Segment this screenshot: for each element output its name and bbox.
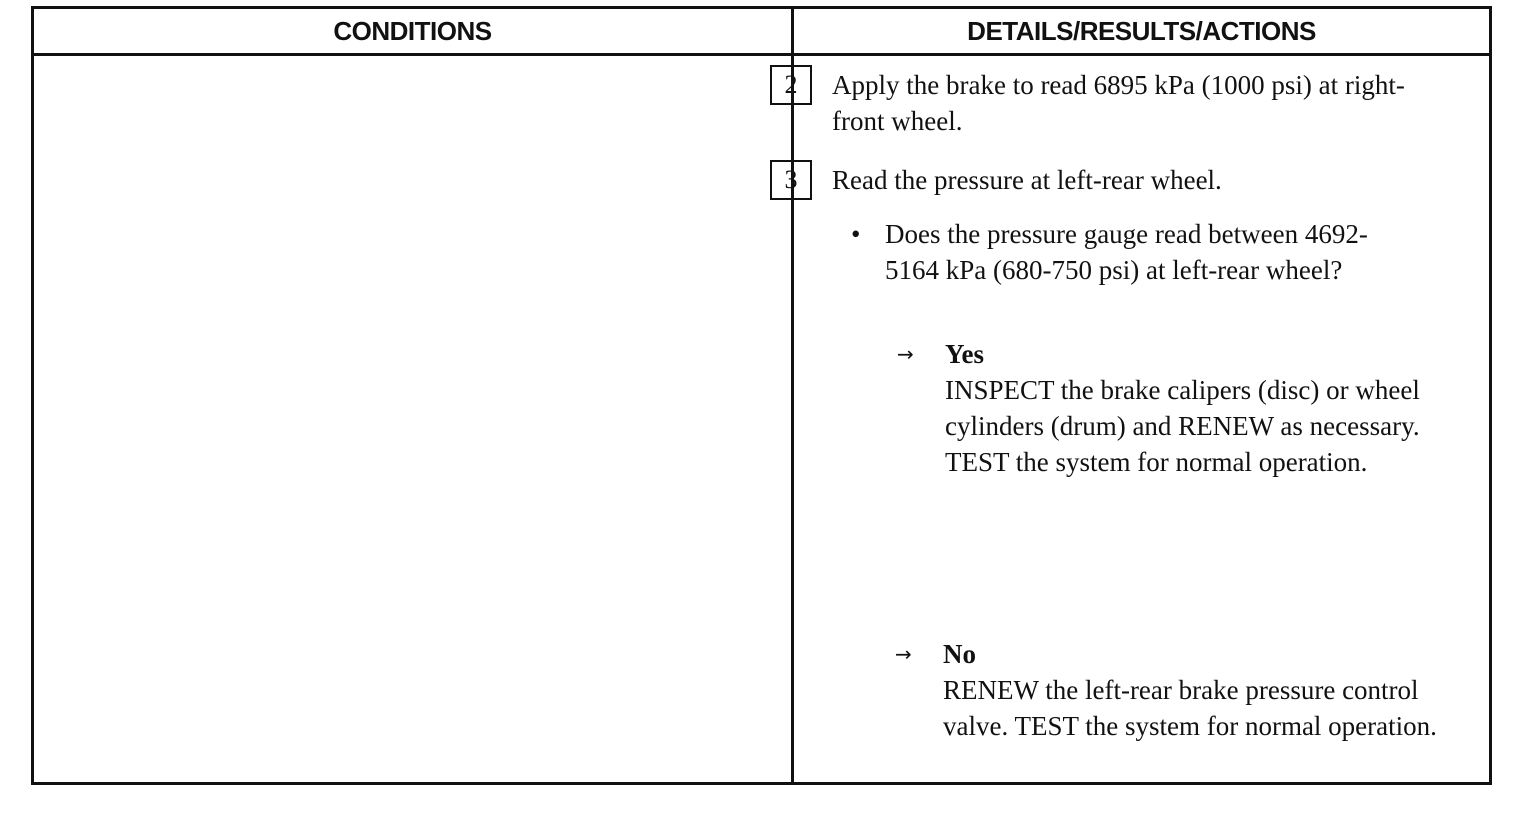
result-yes-text: INSPECT the brake calipers (disc) or wheel cylinders (drum) and RENEW as necessary. TEST the system for normal operation. (945, 375, 1420, 477)
step-text: Apply the brake to read 6895 kPa (1000 psi) at right-front wheel. (832, 70, 1405, 136)
conditions-header: CONDITIONS (333, 16, 492, 46)
table-header-row (34, 9, 1489, 56)
step-number-box: 3 (770, 160, 812, 200)
details-results-actions-header: DETAILS/RESULTS/ACTIONS (967, 16, 1316, 46)
bullet-icon: • (851, 219, 861, 249)
result-no-label: No (943, 639, 976, 669)
step-number-box: 2 (770, 65, 812, 105)
result-no-text: RENEW the left-rear brake pressure control valve. TEST the system for normal operation. (943, 675, 1437, 741)
result-yes-label: Yes (945, 339, 984, 369)
column-divider (791, 9, 794, 782)
question-text: Does the pressure gauge read between 4692-5164 kPa (680-750 psi) at left-rear wheel? (885, 219, 1368, 285)
arrow-right-icon: → (895, 642, 912, 666)
arrow-right-icon: → (897, 342, 914, 366)
step-text: Read the pressure at left-rear wheel. (832, 165, 1222, 195)
